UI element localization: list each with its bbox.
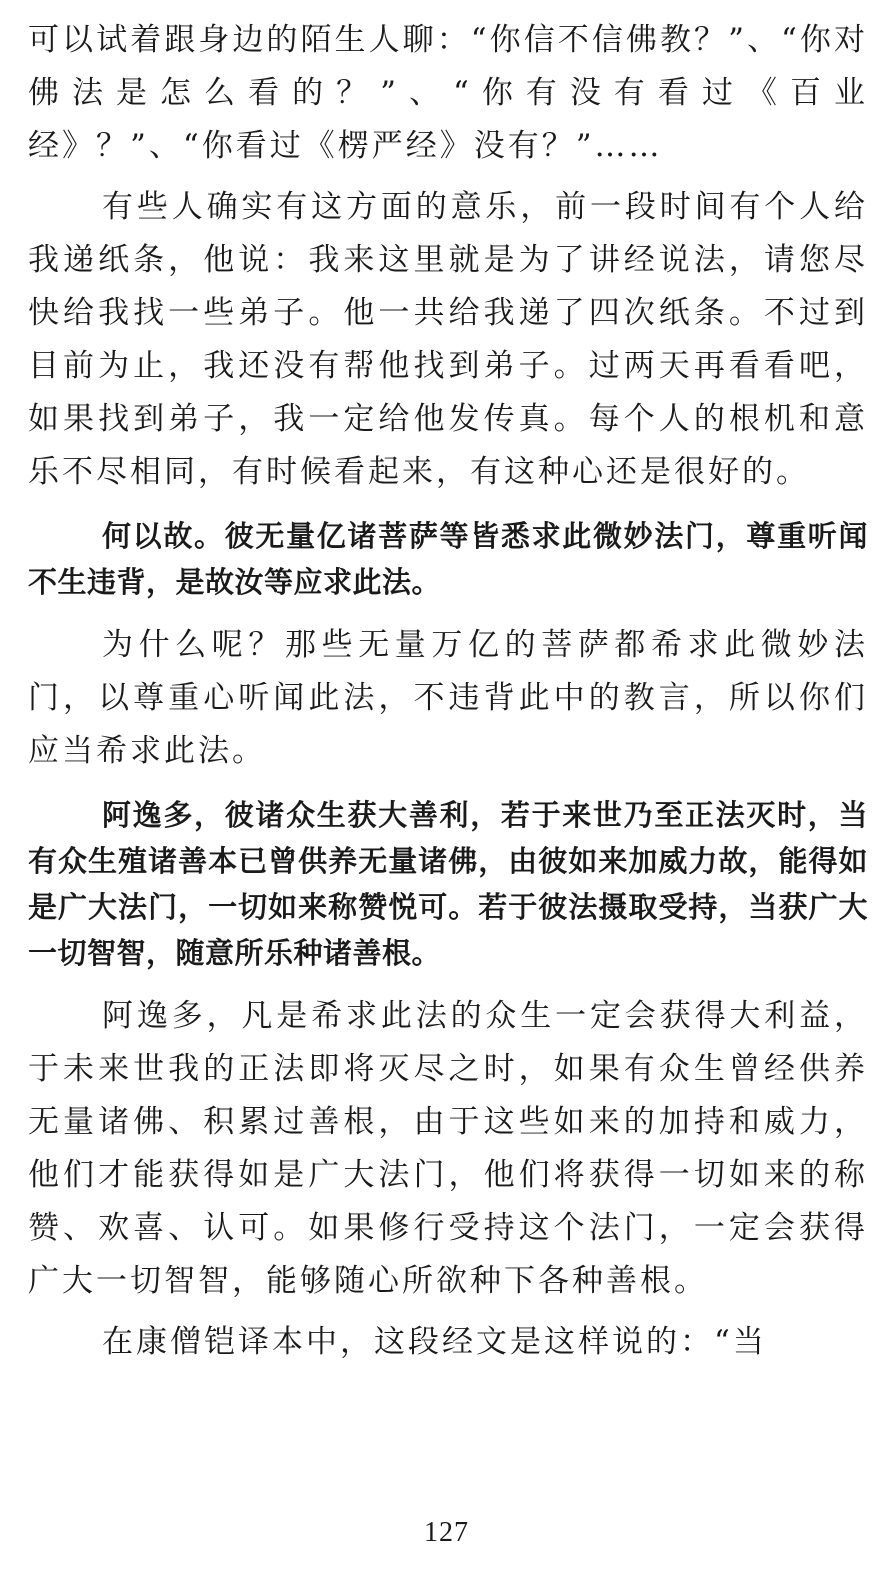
commentary-paragraph-2: 有些人确实有这方面的意乐，前一段时间有个人给我递纸条，他说：我来这里就是为了讲经说法，请您尽快给我找一些弟子。他一共给我递了四次纸条。不过到目前为止，我还没有帮他找到弟子。过两天再看看吧，如果找到弟子，我一定给他发传真。每个人的根机和意乐不尽相同，有时候看起来，有这种心还是很好的。 [28, 189, 868, 490]
sutra-paragraph-1: 何以故。彼无量亿诸菩萨等皆悉求此微妙法门，尊重听闻不生违背，是故汝等应求此法。 [28, 519, 868, 599]
commentary-paragraph-1: 可以试着跟身边的陌生人聊：“你信不信佛教？”、“你对佛法是怎么看的？”、“你有没有看过《百业经》？”、“你看过《楞严经》没有？”…… [28, 22, 868, 164]
page-body [28, 14, 868, 1369]
sutra-paragraph-2: 阿逸多，彼诸众生获大善利，若于来世乃至正法灭时，当有众生殖诸善本已曾供养无量诸佛，由彼如来加威力故，能得如是广大法门，一切如来称赞悦可。若于彼法摄取受持，当获广大一切智智，随意所乐种诸善根。 [28, 798, 868, 970]
page-number: 127 [424, 1517, 469, 1548]
commentary-paragraph-4: 阿逸多，凡是希求此法的众生一定会获得大利益，于未来世我的正法即将灭尽之时，如果有众生曾经供养无量诸佛、积累过善根，由于这些如来的加持和威力，他们才能获得如是广大法门，他们将获得一切如来的称赞、欢喜、认可。如果修行受持这个法门，一定会获得广大一切智智，能够随心所欲种下各种善根。 [28, 998, 868, 1299]
commentary-paragraph-5: 在康僧铠译本中，这段经文是这样说的：“当 [102, 1324, 767, 1360]
commentary-paragraph-3: 为什么呢？那些无量万亿的菩萨都希求此微妙法门，以尊重心听闻此法，不违背此中的教言，所以你们应当希求此法。 [28, 627, 868, 769]
